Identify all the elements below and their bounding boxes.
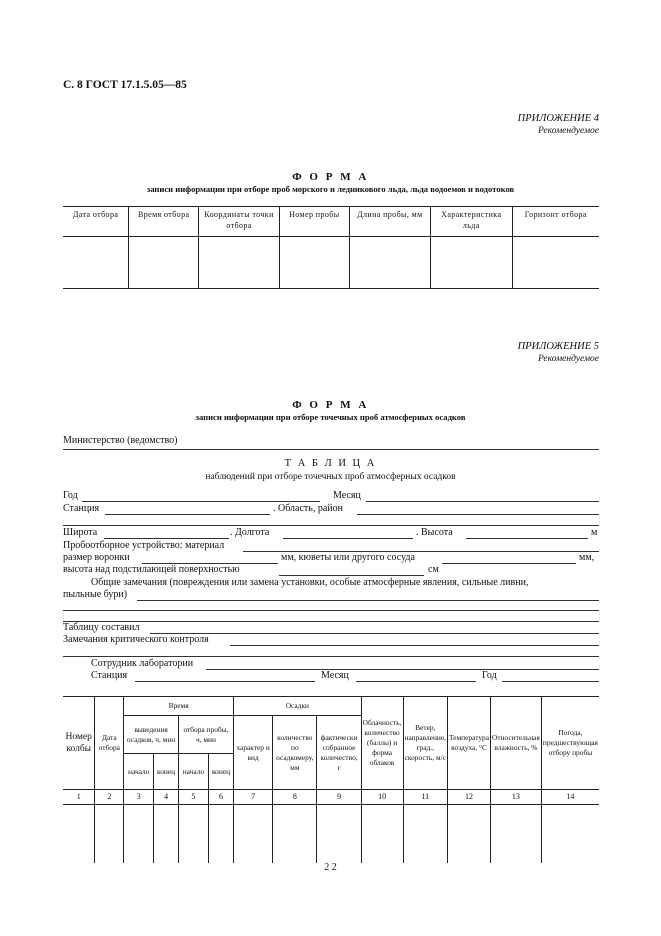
appendix-5-sub: Рекомендуемое xyxy=(537,354,599,364)
page-number: 2 2 xyxy=(324,862,337,873)
appendix-4-sub: Рекомендуемое xyxy=(537,126,599,136)
col-length: Длина пробы, мм xyxy=(349,207,430,237)
cell[interactable] xyxy=(447,805,490,864)
cuvette-line[interactable] xyxy=(442,563,576,564)
cell[interactable] xyxy=(512,237,599,289)
ministry-label: Министерство (ведомство) xyxy=(63,435,178,446)
critical-control-line-2[interactable] xyxy=(63,656,599,657)
critical-control-label: Замечания критического контроля xyxy=(63,634,209,645)
year-line[interactable] xyxy=(82,501,320,502)
col-num: 4 xyxy=(154,790,179,805)
cell[interactable] xyxy=(154,805,179,864)
precipitation-table xyxy=(63,696,599,863)
col-num: 11 xyxy=(403,790,447,805)
cuvette-label: мм, кюветы или другого сосуда xyxy=(281,552,415,563)
year2-label: Год xyxy=(482,670,497,681)
cell[interactable] xyxy=(95,805,124,864)
month-line[interactable] xyxy=(366,501,599,502)
ice-sampling-table xyxy=(63,206,599,289)
col-time: Время отбора xyxy=(129,207,199,237)
cell[interactable] xyxy=(199,237,280,289)
h-cloudiness: Облачность, количество (баллы) и форма облаков xyxy=(361,697,403,790)
compiled-by-line[interactable] xyxy=(150,633,599,634)
h-precipitation: Осадки xyxy=(234,697,362,716)
col-num: 9 xyxy=(317,790,361,805)
h-wind: Ветер, направление, град., скорость, м/с xyxy=(403,697,447,790)
cell[interactable] xyxy=(178,805,208,864)
col-num: 7 xyxy=(234,790,273,805)
latitude-label: Широта xyxy=(63,527,98,538)
h-character: характер и вид xyxy=(234,716,273,790)
height-unit: см xyxy=(428,564,439,575)
col-num: 6 xyxy=(208,790,233,805)
h-flask-number: Номер колбы xyxy=(63,697,95,790)
cell[interactable] xyxy=(63,805,95,864)
table-title: Т А Б Л И Ц А xyxy=(284,458,377,469)
region-line[interactable] xyxy=(357,514,599,515)
form2-title: Ф О Р М А xyxy=(292,399,369,411)
h-sampling: отбора пробы, ч, мин xyxy=(178,716,233,754)
cell[interactable] xyxy=(124,805,154,864)
station-line[interactable] xyxy=(105,514,270,515)
cell[interactable] xyxy=(129,237,199,289)
remarks-line[interactable] xyxy=(137,600,599,601)
table-subtitle: наблюдений при отборе точечных проб атмосферных осадков xyxy=(205,472,456,482)
h-date: Дата отбора xyxy=(95,697,124,790)
form2-subtitle: записи информации при отборе точечных проб атмосферных осадков xyxy=(195,412,466,422)
region-label: . Область, район xyxy=(273,503,343,514)
remarks-line-3[interactable] xyxy=(63,621,599,622)
h-humidity: Относительная влажность, % xyxy=(491,697,542,790)
cuvette-unit: мм, xyxy=(579,552,595,563)
compiled-by-label: Таблицу составил xyxy=(63,622,140,633)
h-end-2: конец xyxy=(208,754,233,790)
cell[interactable] xyxy=(273,805,317,864)
cell[interactable] xyxy=(491,805,542,864)
ministry-line[interactable] xyxy=(63,449,599,450)
appendix-5-title: ПРИЛОЖЕНИЕ 5 xyxy=(517,341,599,352)
col-num: 8 xyxy=(273,790,317,805)
month-label: Месяц xyxy=(333,490,361,501)
cell[interactable] xyxy=(361,805,403,864)
cell[interactable] xyxy=(403,805,447,864)
longitude-label: . Долгота xyxy=(230,527,270,538)
h-start-1: начало xyxy=(124,754,154,790)
col-ice-character: Характеристика льда xyxy=(430,207,512,237)
col-num: 12 xyxy=(447,790,490,805)
h-actual-amount: фактически собранное количество, г xyxy=(317,716,361,790)
station-label: Станция xyxy=(63,503,100,514)
cell[interactable] xyxy=(317,805,361,864)
col-num: 2 xyxy=(95,790,124,805)
altitude-line[interactable] xyxy=(466,538,588,539)
station2-line[interactable] xyxy=(135,681,315,682)
col-num: 3 xyxy=(124,790,154,805)
cell[interactable] xyxy=(208,805,233,864)
form1-title: Ф О Р М А xyxy=(292,171,369,183)
h-temperature: Температура воздуха, °С xyxy=(447,697,490,790)
latitude-line[interactable] xyxy=(104,538,229,539)
col-num: 13 xyxy=(491,790,542,805)
remarks-line-2[interactable] xyxy=(63,610,599,611)
general-remarks-label: Общие замечания (повреждения или замена установки, особые атмосферные явления, сильные ливни, xyxy=(91,577,529,588)
form1-subtitle: записи информации при отборе проб морского и ледникового льда, льда водоемов и водотоков xyxy=(146,184,515,194)
cell[interactable] xyxy=(349,237,430,289)
dust-storms-label: пыльные бури) xyxy=(63,589,128,600)
station2-label: Станция xyxy=(91,670,128,681)
page-header: С. 8 ГОСТ 17.1.5.05—85 xyxy=(63,79,187,91)
sampler-label: Пробоотборное устройство: материал xyxy=(63,540,225,551)
cell[interactable] xyxy=(63,237,129,289)
col-date: Дата отбора xyxy=(63,207,129,237)
critical-control-line[interactable] xyxy=(230,645,599,646)
altitude-unit: м xyxy=(591,527,598,538)
appendix-4 xyxy=(518,112,599,138)
h-exposure: выведения осадков, ч, мин xyxy=(124,716,179,754)
col-num: 1 xyxy=(63,790,95,805)
h-end-1: конец xyxy=(154,754,179,790)
col-num: 10 xyxy=(361,790,403,805)
cell[interactable] xyxy=(279,237,349,289)
year2-line[interactable] xyxy=(502,681,599,682)
appendix-5 xyxy=(518,340,599,366)
h-start-2: начало xyxy=(178,754,208,790)
height-label: высота над подстилающей поверхностью xyxy=(63,564,240,575)
col-sample-number: Номер пробы xyxy=(279,207,349,237)
h-weather: Погода, предшествующая отбору пробы xyxy=(541,697,599,790)
col-num: 14 xyxy=(541,790,599,805)
year-label: Год xyxy=(63,490,78,501)
lab-employee-line[interactable] xyxy=(206,669,599,670)
lab-employee-label: Сотрудник лаборатории xyxy=(91,658,194,669)
cell[interactable] xyxy=(541,805,599,864)
funnel-size-label: размер воронки xyxy=(63,552,130,563)
col-horizon: Горизонт отбора xyxy=(512,207,599,237)
appendix-4-title: ПРИЛОЖЕНИЕ 4 xyxy=(517,113,599,124)
cell[interactable] xyxy=(430,237,512,289)
longitude-line[interactable] xyxy=(283,538,413,539)
col-coords: Координаты точки отбора xyxy=(199,207,280,237)
cell[interactable] xyxy=(234,805,273,864)
h-gauge-amount: количество по осадкомеру, мм xyxy=(273,716,317,790)
h-time: Время xyxy=(124,697,234,716)
month2-label: Месяц xyxy=(321,670,349,681)
height-line[interactable] xyxy=(279,575,424,576)
blank-line[interactable] xyxy=(63,525,599,526)
col-num: 5 xyxy=(178,790,208,805)
month2-line[interactable] xyxy=(356,681,476,682)
altitude-label: . Высота xyxy=(416,527,453,538)
